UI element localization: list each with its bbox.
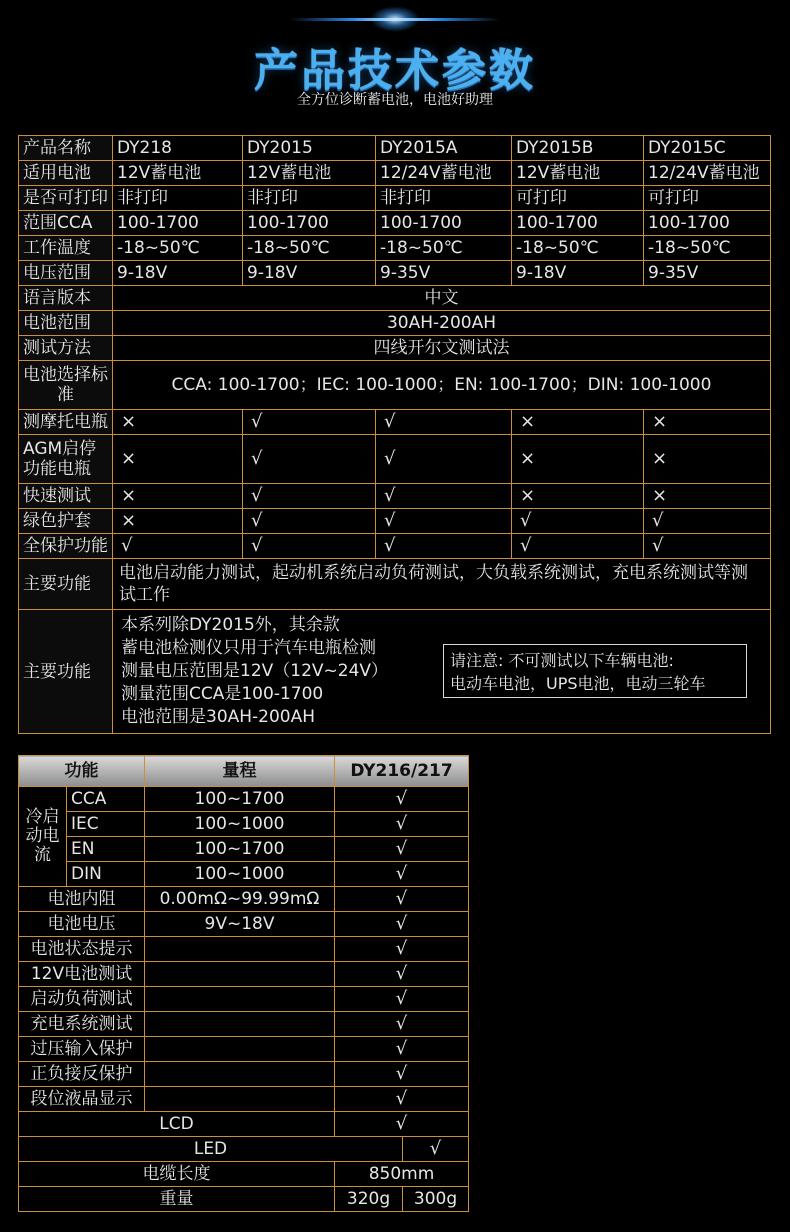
- row-label: 主要功能: [19, 559, 113, 610]
- table-cell: 100~1000: [145, 812, 335, 837]
- table-cell: 100-1700: [113, 211, 243, 236]
- table-row: [19, 211, 771, 236]
- table-row: [19, 484, 771, 509]
- mark-cell: √: [335, 1062, 469, 1087]
- table-cell: 100-1700: [243, 211, 376, 236]
- table-row: [19, 261, 771, 286]
- table-cell: CCA: [67, 787, 145, 812]
- detail-line: 蓄电池检测仪只用于汽车电瓶检测: [121, 638, 376, 658]
- mark-cell: √: [376, 534, 512, 559]
- table-row: [19, 435, 771, 484]
- table-cell: 9-18V: [113, 261, 243, 286]
- model-name: DY2015C: [644, 136, 771, 161]
- mark-cell: √: [335, 787, 469, 812]
- row-label: 测摩托电瓶: [19, 410, 113, 435]
- mark-cell: ×: [644, 410, 771, 435]
- mark-cell: √: [376, 410, 512, 435]
- row-label: 电池范围: [19, 311, 113, 336]
- notice-line: 请注意: 不可测试以下车辆电池:: [450, 651, 674, 670]
- table-cell: [145, 937, 335, 962]
- table-cell: [145, 1087, 335, 1112]
- table-cell: 30AH-200AH: [113, 311, 771, 336]
- table-cell: 非打印: [376, 186, 512, 211]
- table-cell: [145, 1037, 335, 1062]
- table-cell: 100-1700: [376, 211, 512, 236]
- table-row: [19, 1112, 469, 1137]
- table-cell: 12V蓄电池: [243, 161, 376, 186]
- table-cell: 100-1700: [512, 211, 644, 236]
- row-label: 是否可打印: [19, 186, 113, 211]
- table-cell: 可打印: [512, 186, 644, 211]
- table-cell: 非打印: [243, 186, 376, 211]
- row-label: 工作温度: [19, 236, 113, 261]
- mark-cell: √: [335, 812, 469, 837]
- table-cell: 中文: [113, 286, 771, 311]
- table-cell: 重量: [19, 1187, 335, 1212]
- table-row: [19, 1162, 469, 1187]
- table-cell: LED: [19, 1137, 403, 1162]
- notice-box: [443, 644, 747, 698]
- table-row: [19, 987, 469, 1012]
- table-row: [19, 286, 771, 311]
- column-header-model: DY216/217: [335, 756, 469, 787]
- main-function-detail: [113, 610, 771, 734]
- table-row: [19, 937, 469, 962]
- table-row: [19, 887, 469, 912]
- table-row: [19, 311, 771, 336]
- table-cell: 段位液晶显示: [19, 1087, 145, 1112]
- table-cell: 电池状态提示: [19, 937, 145, 962]
- row-label: 语言版本: [19, 286, 113, 311]
- table-cell: 100~1000: [145, 862, 335, 887]
- table-cell: 电池内阻: [19, 887, 145, 912]
- row-label: 测试方法: [19, 336, 113, 361]
- table-row: [19, 912, 469, 937]
- table-cell: 100~1700: [145, 787, 335, 812]
- mark-cell: √: [335, 862, 469, 887]
- mark-cell: √: [376, 435, 512, 484]
- table-cell: 充电系统测试: [19, 1012, 145, 1037]
- detail-line: 电池范围是30AH-200AH: [121, 707, 316, 727]
- model-name: DY218: [113, 136, 243, 161]
- table-row: [19, 336, 771, 361]
- table-row: [19, 186, 771, 211]
- table-row: [19, 1137, 469, 1162]
- dy216-spec-table: [18, 755, 469, 1212]
- table-row: [19, 1062, 469, 1087]
- table-cell: 9-18V: [243, 261, 376, 286]
- table-cell: -18~50℃: [376, 236, 512, 261]
- table-row: [19, 1087, 469, 1112]
- page-subtitle: 全方位诊断蓄电池，电池好助理: [297, 92, 493, 108]
- table-row: [19, 610, 771, 734]
- mark-cell: ×: [644, 435, 771, 484]
- table-cell: -18~50℃: [243, 236, 376, 261]
- spec-table: [18, 135, 771, 734]
- table-row: [19, 1012, 469, 1037]
- table-cell: 12V电池测试: [19, 962, 145, 987]
- table-row: [19, 787, 469, 812]
- table-row: [19, 534, 771, 559]
- column-header-function: 功能: [19, 756, 145, 787]
- table-cell: -18~50℃: [512, 236, 644, 261]
- mark-cell: √: [243, 410, 376, 435]
- table-row: [19, 962, 469, 987]
- mark-cell: √: [512, 509, 644, 534]
- table-cell: 可打印: [644, 186, 771, 211]
- mark-cell: √: [644, 509, 771, 534]
- mark-cell: √: [335, 912, 469, 937]
- table-cell: CCA: 100-1700；IEC: 100-1000；EN: 100-1700；DIN: 100-1000: [113, 361, 771, 410]
- row-label: 主要功能: [19, 610, 113, 734]
- table-cell: 12V蓄电池: [113, 161, 243, 186]
- model-name: DY2015B: [512, 136, 644, 161]
- row-label: 快速测试: [19, 484, 113, 509]
- mark-cell: √: [335, 1112, 469, 1137]
- table-cell: 12/24V蓄电池: [644, 161, 771, 186]
- mark-cell: √: [335, 837, 469, 862]
- row-label: 适用电池: [19, 161, 113, 186]
- table-row: [19, 812, 469, 837]
- table-cell: [145, 962, 335, 987]
- table-cell: 300g: [403, 1187, 469, 1212]
- table-cell: [145, 1012, 335, 1037]
- table-row: [19, 161, 771, 186]
- table-cell: 9-18V: [512, 261, 644, 286]
- main-function-text: 电池启动能力测试，起动机系统启动负荷测试，大负载系统测试，充电系统测试等测试工作: [113, 559, 771, 610]
- mark-cell: ×: [512, 435, 644, 484]
- page-header: [0, 0, 790, 120]
- table-cell: 过压输入保护: [19, 1037, 145, 1062]
- mark-cell: √: [335, 937, 469, 962]
- table-cell: 850mm: [335, 1162, 469, 1187]
- table-cell: -18~50℃: [644, 236, 771, 261]
- detail-line: 本系列除DY2015外，其余款: [121, 615, 340, 635]
- table-cell: 四线开尔文测试法: [113, 336, 771, 361]
- mark-cell: ×: [512, 484, 644, 509]
- model-name: DY2015: [243, 136, 376, 161]
- row-label: 全保护功能: [19, 534, 113, 559]
- table-row: [19, 361, 771, 410]
- table-cell: [145, 1062, 335, 1087]
- table-header-row: [19, 756, 469, 787]
- mark-cell: √: [243, 509, 376, 534]
- table-cell: 电池电压: [19, 912, 145, 937]
- table-cell: 100-1700: [644, 211, 771, 236]
- table-row: [19, 136, 771, 161]
- detail-line: 测量电压范围是12V（12V~24V）: [121, 661, 389, 681]
- mark-cell: √: [403, 1137, 469, 1162]
- table-cell: 9V~18V: [145, 912, 335, 937]
- table-cell: 12/24V蓄电池: [376, 161, 512, 186]
- model-name: DY2015A: [376, 136, 512, 161]
- table-row: [19, 1187, 469, 1212]
- mark-cell: √: [376, 509, 512, 534]
- table-row: [19, 410, 771, 435]
- mark-cell: √: [243, 534, 376, 559]
- mark-cell: √: [335, 1087, 469, 1112]
- mark-cell: ×: [113, 509, 243, 534]
- mark-cell: √: [335, 1012, 469, 1037]
- table-cell: 100~1700: [145, 837, 335, 862]
- table-row: [19, 837, 469, 862]
- row-label: 产品名称: [19, 136, 113, 161]
- table-cell: 9-35V: [376, 261, 512, 286]
- table-cell: 320g: [335, 1187, 403, 1212]
- cold-start-label: 冷启动电流: [19, 787, 67, 887]
- table-row: [19, 509, 771, 534]
- mark-cell: √: [644, 534, 771, 559]
- table-cell: 9-35V: [644, 261, 771, 286]
- column-header-range: 量程: [145, 756, 335, 787]
- mark-cell: √: [243, 435, 376, 484]
- mark-cell: √: [335, 887, 469, 912]
- light-line-decoration: [290, 18, 500, 21]
- mark-cell: √: [512, 534, 644, 559]
- table-cell: EN: [67, 837, 145, 862]
- mark-cell: √: [335, 962, 469, 987]
- row-label: 绿色护套: [19, 509, 113, 534]
- table-cell: IEC: [67, 812, 145, 837]
- mark-cell: ×: [512, 410, 644, 435]
- page-title: 产品技术参数: [254, 45, 536, 96]
- mark-cell: √: [243, 484, 376, 509]
- mark-cell: ×: [113, 410, 243, 435]
- table-cell: 电缆长度: [19, 1162, 335, 1187]
- mark-cell: √: [376, 484, 512, 509]
- detail-line: 测量范围CCA是100-1700: [121, 684, 324, 704]
- mark-cell: √: [335, 987, 469, 1012]
- table-cell: 启动负荷测试: [19, 987, 145, 1012]
- table-cell: -18~50℃: [113, 236, 243, 261]
- notice-line: 电动车电池，UPS电池，电动三轮车: [450, 674, 706, 693]
- mark-cell: √: [113, 534, 243, 559]
- table-cell: [145, 987, 335, 1012]
- table-cell: 正负接反保护: [19, 1062, 145, 1087]
- table-cell: 0.00mΩ~99.99mΩ: [145, 887, 335, 912]
- table-cell: 12V蓄电池: [512, 161, 644, 186]
- row-label: 电池选择标准: [19, 361, 113, 410]
- table-cell: DIN: [67, 862, 145, 887]
- row-label: AGM启停功能电瓶: [19, 435, 113, 484]
- table-row: [19, 559, 771, 610]
- mark-cell: ×: [644, 484, 771, 509]
- mark-cell: ×: [113, 435, 243, 484]
- table-cell: LCD: [19, 1112, 335, 1137]
- table-row: [19, 1037, 469, 1062]
- row-label: 范围CCA: [19, 211, 113, 236]
- mark-cell: √: [335, 1037, 469, 1062]
- table-row: [19, 862, 469, 887]
- row-label: 电压范围: [19, 261, 113, 286]
- table-cell: 非打印: [113, 186, 243, 211]
- table-row: [19, 236, 771, 261]
- mark-cell: ×: [113, 484, 243, 509]
